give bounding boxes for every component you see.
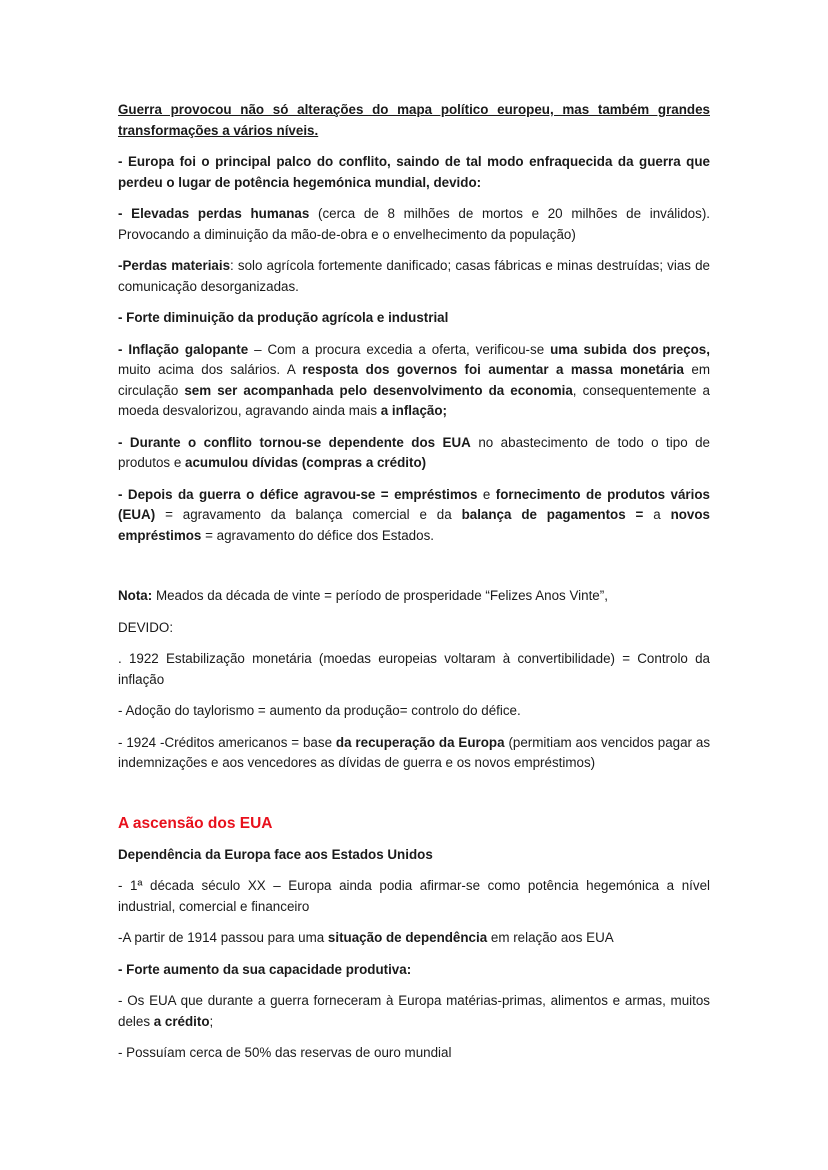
text: em relação aos EUA — [487, 930, 614, 945]
note-text: Meados da década de vinte = período de prosperidade “Felizes Anos Vinte”, — [152, 588, 608, 603]
intro-title: Guerra provocou não só alterações do mapa político europeu, mas também grandes transformações a vários níveis. — [118, 102, 710, 138]
bold-text: - Elevadas perdas humanas — [118, 206, 310, 221]
bold-text: a inflação; — [380, 403, 447, 418]
bold-text: resposta dos governos foi aumentar a massa monetária — [302, 362, 684, 377]
text: em circulação — [118, 362, 710, 398]
text: , consequentemente a moeda desvalorizou, agravando ainda mais — [118, 382, 710, 418]
bold-text: - Depois da guerra o défice agravou-se = — [118, 486, 389, 502]
note-devido: DEVIDO: — [118, 619, 174, 635]
bold-text: - Forte diminuição da produção agrícola e industrial — [118, 310, 449, 325]
bold-text: - Forte aumento da sua capacidade produtiva: — [118, 961, 412, 977]
text: - 1924 -Créditos americanos = base — [118, 734, 336, 750]
text: - Os EUA que durante a guerra forneceram à Europa matérias-primas, alimentos e armas, muitos deles — [118, 993, 710, 1029]
note-item-taylorism: - Adoção do taylorismo = aumento da produção= controlo do défice. — [118, 703, 521, 718]
europe-item-human-losses — [118, 204, 710, 245]
text: – Com a procura excedia a oferta, verificou-se — [248, 341, 551, 357]
note-item-1924 — [118, 733, 710, 774]
usa-item-first-decade: - 1ª década século XX – Europa ainda podia afirmar-se como potência hegemónica a nível industrial, comercial e financeiro — [118, 878, 710, 914]
europe-lead-text: - Europa foi o principal palco do conflito, saindo de tal modo enfraquecida da guerra que perdeu o lugar de potência hegemónica mundial, devido: — [118, 154, 710, 190]
europe-item-inflation — [118, 340, 710, 422]
europe-item-material-losses — [118, 256, 710, 297]
text: no abastecimento de todo o tipo de produtos e — [118, 434, 711, 470]
section-subheading: Dependência da Europa face aos Estados Unidos — [118, 846, 433, 862]
europe-lead — [118, 152, 710, 193]
text: muito acima dos salários. A — [118, 362, 303, 377]
bold-text: acumulou dívidas (compras a crédito) — [185, 455, 427, 470]
text: -A partir de 1914 passou para uma — [118, 930, 328, 945]
bold-text: uma subida dos preços, — [550, 341, 710, 357]
bold-text: da recuperação da Europa — [335, 734, 505, 750]
europe-item-dependence — [118, 433, 710, 474]
bold-text: situação de dependência — [327, 930, 488, 945]
bold-text: -Perdas materiais — [118, 258, 231, 273]
text: = agravamento do défice dos Estados. — [201, 527, 434, 543]
usa-item-supplies — [118, 991, 710, 1032]
document-page — [118, 100, 710, 1064]
bold-text: fornecimento de produtos vários (EUA) — [118, 486, 710, 522]
bold-text: a crédito — [153, 1013, 210, 1029]
bold-text: sem ser acompanhada pelo desenvolvimento da economia — [184, 382, 573, 398]
usa-item-capacity — [118, 960, 710, 981]
europe-item-deficit — [118, 485, 710, 547]
bold-text: - Inflação galopante — [118, 341, 249, 357]
bold-text: - Durante o conflito tornou-se dependente dos EUA — [118, 434, 471, 450]
usa-item-gold-reserves: - Possuíam cerca de 50% das reservas de ouro mundial — [118, 1045, 452, 1060]
note-item-1922: . 1922 Estabilização monetária (moedas europeias voltaram à convertibilidade) = Controlo da inflação — [118, 651, 710, 687]
text: e — [477, 486, 496, 502]
bold-text: balança de pagamentos = — [461, 507, 644, 522]
bold-text: empréstimos — [394, 486, 478, 502]
text: : solo agrícola fortemente danificado; casas fábricas e minas destruídas; vias de comunicação desorganizadas. — [118, 258, 710, 294]
text: a — [643, 507, 671, 522]
section-heading-usa: A ascensão dos EUA — [118, 814, 273, 832]
europe-item-production-drop — [118, 308, 710, 329]
bold-text: novos empréstimos — [118, 507, 710, 543]
note-label: Nota: — [118, 588, 153, 603]
text: (permitiam aos vencidos pagar as indemnizações e aos vencedores as dívidas de guerra e os novos empréstimos) — [118, 734, 711, 770]
text: (cerca de 8 milhões de mortos e 20 milhões de inválidos). Provocando a diminuição da mão-de-obra e o envelhecimento da população) — [118, 206, 711, 242]
note-paragraph — [118, 586, 710, 607]
text: ; — [209, 1013, 214, 1029]
usa-item-1914 — [118, 928, 710, 949]
text: = agravamento da balança comercial e da — [155, 507, 462, 522]
